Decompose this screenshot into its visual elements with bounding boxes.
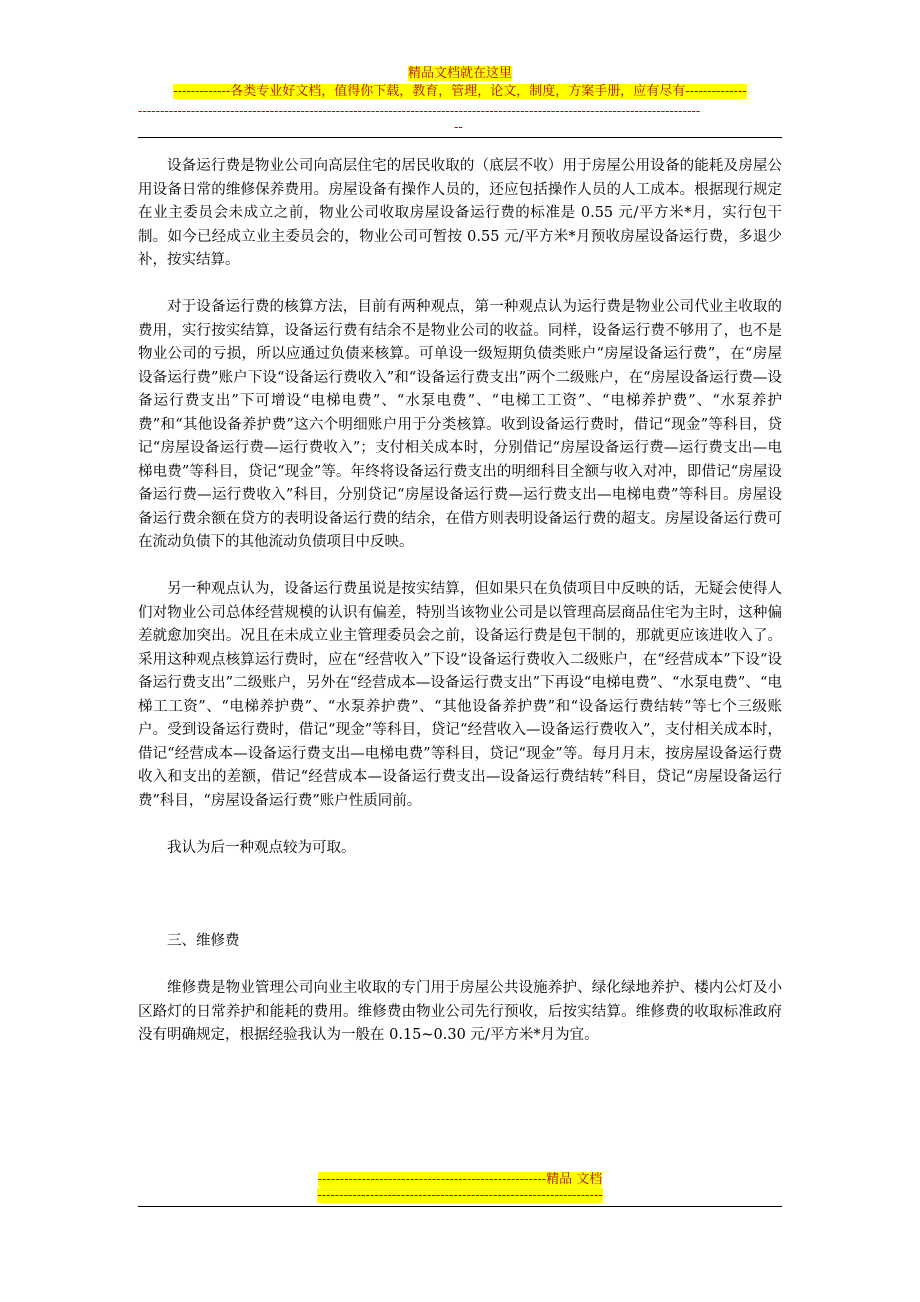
- section-heading: 三、维修费: [167, 933, 240, 949]
- footer-rule: [138, 1206, 782, 1207]
- paragraph-operating-fee: 设备运行费是物业公司向高层住宅的居民收取的（底层不收）用于房屋公用设备的能耗及房屋公用设备日常的维修保养费用。房屋设备有操作人员的，还应包括操作人员的人工成本。根据现行规定在业主委员会未成立之前，物业公司收取房屋设备运行费的标准是 0.55 元/平方米*月，实行包干制。如今已经成立业主委员会的，物业公司可暂按 0.55 元/平方米*月预收房屋设备运行费，多退少补，按实结算。: [138, 158, 782, 268]
- paragraph-method-two: 另一种观点认为，设备运行费虽说是按实结算，但如果只在负债项目中反映的话，无疑会使得人们对物业公司总体经营规模的认识有偏差，特别当该物业公司是以管理高层商品住宅为主时，这种偏差就愈加突出。况且在未成立业主管理委员会之前，设备运行费是包干制的，那就更应该进收入了。采用这种观点核算运行费时，应在“经营收入”下设“设备运行费收入二级账户，在“经营成本”下设“设备运行费支出”二级账户，另外在“经营成本—设备运行费支出”下再设“电梯电费”、“水泵电费”、“电梯工工资”、“电梯养护费”、“水泵养护费”、“其他设备养护费”和“设备运行费结转”等七个三级账户。受到设备运行费时，借记“现金”等科目，贷记“经营收入—设备运行费收入”，支付相关成本时，借记“经营成本—设备运行费支出—电梯电费”等科目，贷记“现金”等。每月月末，按房屋设备运行费收入和支出的差额，借记“经营成本—设备运行费支出—设备运行费结转”科目，贷记“房屋设备运行费”科目，“房屋设备运行费”账户性质同前。: [138, 581, 782, 809]
- document-body: [138, 155, 782, 1071]
- header-dash-line-1: --------------------------------------------------------------------------------------------------------------------------------: [138, 104, 701, 119]
- header-tagline: -------------各类专业好文档，值得你下载，教育，管理，论文，制度，方案手册，应有尽有--------------: [173, 84, 747, 99]
- header-rule: [138, 137, 782, 138]
- header-dash-line-2: --: [454, 120, 463, 135]
- footer-line-1: ----------------------------------------------------精品 文档: [317, 1172, 603, 1187]
- footer-line-2: -----------------------------------------------------------------: [317, 1188, 603, 1203]
- paragraph-conclusion: 我认为后一种观点较为可取。: [167, 839, 356, 856]
- paragraph-method-one: 对于设备运行费的核算方法，目前有两种观点，第一种观点认为运行费是物业公司代业主收取的费用，实行按实结算，设备运行费有结余不是物业公司的收益。同样，设备运行费不够用了，也不是物业公司的亏损，所以应通过负债来核算。可单设一级短期负债类账户“房屋设备运行费”，在“房屋设备运行费”账户下设“设备运行费收入”和“设备运行费支出”两个二级账户，在“房屋设备运行费—设备运行费支出”下可增设“电梯电费”、“水泵电费”、“电梯工工资”、“电梯养护费”、“水泵养护费”和“其他设备养护费”这六个明细账户用于分类核算。收到设备运行费时，借记“现金”等科目，贷记“房屋设备运行费—运行费收入”；支付相关成本时，分别借记“房屋设备运行费—运行费支出—电梯电费”等科目，贷记“现金”等。年终将设备运行费支出的明细科目全额与收入对冲，即借记“房屋设备运行费—运行费收入”科目，分别贷记“房屋设备运行费—运行费支出—电梯电费”等科目。房屋设备运行费余额在贷方的表明设备运行费的结余，在借方则表明设备运行费的超支。房屋设备运行费可在流动负债下的其他流动负债项目中反映。: [138, 299, 782, 550]
- paragraph-maintenance-fee: 维修费是物业管理公司向业主收取的专门用于房屋公共设施养护、绿化绿地养护、楼内公灯及小区路灯的日常养护和能耗的费用。维修费由物业公司先行预收，后按实结算。维修费的收取标准政府没有明确规定，根据经验我认为一般在 0.15~0.30 元/平方米*月为宜。: [138, 980, 782, 1043]
- header-title: 精品文档就在这里: [407, 66, 512, 81]
